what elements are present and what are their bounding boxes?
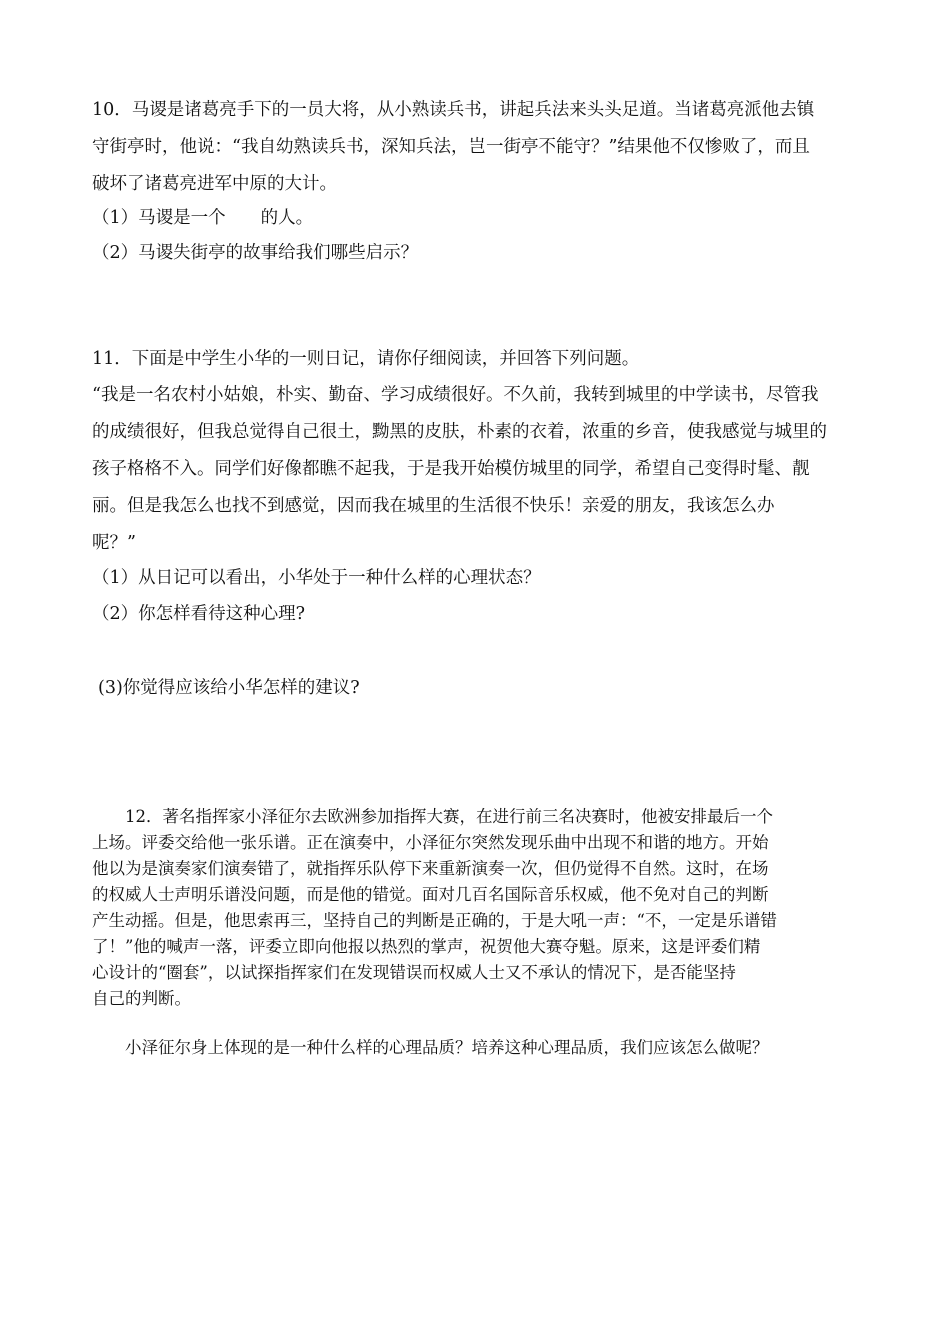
q10-sub-2: （2）马谡失街亭的故事给我们哪些启示？	[92, 243, 419, 263]
q11-title: 11．下面是中学生小华的一则日记，请你仔细阅读，并回答下列问题。	[92, 349, 640, 369]
q12-question: 小泽征尔身上体现的是一种什么样的心理品质？培养这种心理品质，我们应该怎么做呢？	[92, 1038, 769, 1057]
q12-line-2: 上场。评委交给他一张乐谱。正在演奏中，小泽征尔突然发现乐曲中出现不和谐的地方。开始	[92, 833, 769, 852]
q10-line-1: 10．马谡是诸葛亮手下的一员大将，从小熟读兵书，讲起兵法来头头足道。当诸葛亮派他去镇	[92, 100, 815, 120]
q11-sub-2: （2）你怎样看待这种心理?	[92, 604, 306, 624]
q11-diary-line-4: 丽。但是我怎么也找不到感觉，因而我在城里的生活很不快乐！亲爱的朋友，我该怎么办	[92, 496, 775, 516]
q10-line-3: 破坏了诸葛亮进军中原的大计。	[92, 174, 337, 194]
q11-sub-3: (3)你觉得应该给小华怎样的建议?	[98, 678, 360, 698]
q12-line-6: 了！”他的喊声一落，评委立即向他报以热烈的掌声，祝贺他大赛夺魁。原来，这是评委们精	[92, 937, 761, 956]
q11-diary-line-3: 孩子格格不入。同学们好像都瞧不起我，于是我开始模仿城里的同学，希望自己变得时髦、靓	[92, 459, 810, 479]
q11-diary-line-2: 的成绩很好，但我总觉得自己很土，黝黑的皮肤，朴素的衣着，浓重的乡音，使我感觉与城里的	[92, 422, 827, 442]
q12-line-8: 自己的判断。	[92, 989, 191, 1008]
q12-line-4: 的权威人士声明乐谱没问题，而是他的错觉。面对几百名国际音乐权威，他不免对自己的判断	[92, 885, 769, 904]
q10-line-2: 守街亭时，他说：“我自幼熟读兵书，深知兵法，岂一街亭不能守？”结果他不仅惨败了，而且	[92, 137, 810, 157]
q11-sub-1: （1）从日记可以看出，小华处于一种什么样的心理状态？	[92, 568, 541, 588]
q12-line-5: 产生动摇。但是，他思索再三，坚持自己的判断是正确的，于是大吼一声：“不，一定是乐谱错	[92, 911, 777, 930]
q12-line-1: 12．著名指挥家小泽征尔去欧洲参加指挥大赛，在进行前三名决赛时，他被安排最后一个	[92, 807, 773, 826]
q11-diary-line-5: 呢？”	[92, 533, 136, 553]
q12-line-3: 他以为是演奏家们演奏错了，就指挥乐队停下来重新演奏一次，但仍觉得不自然。这时，在场	[92, 859, 769, 878]
q10-sub-1: （1）马谡是一个 的人。	[92, 208, 314, 228]
q11-diary-line-1: “我是一名农村小姑娘，朴实、勤奋、学习成绩很好。不久前，我转到城里的中学读书，尽管我	[92, 385, 819, 405]
q12-line-7: 心设计的“圈套”，以试探指挥家们在发现错误而权威人士又不承认的情况下，是否能坚持	[92, 963, 736, 982]
